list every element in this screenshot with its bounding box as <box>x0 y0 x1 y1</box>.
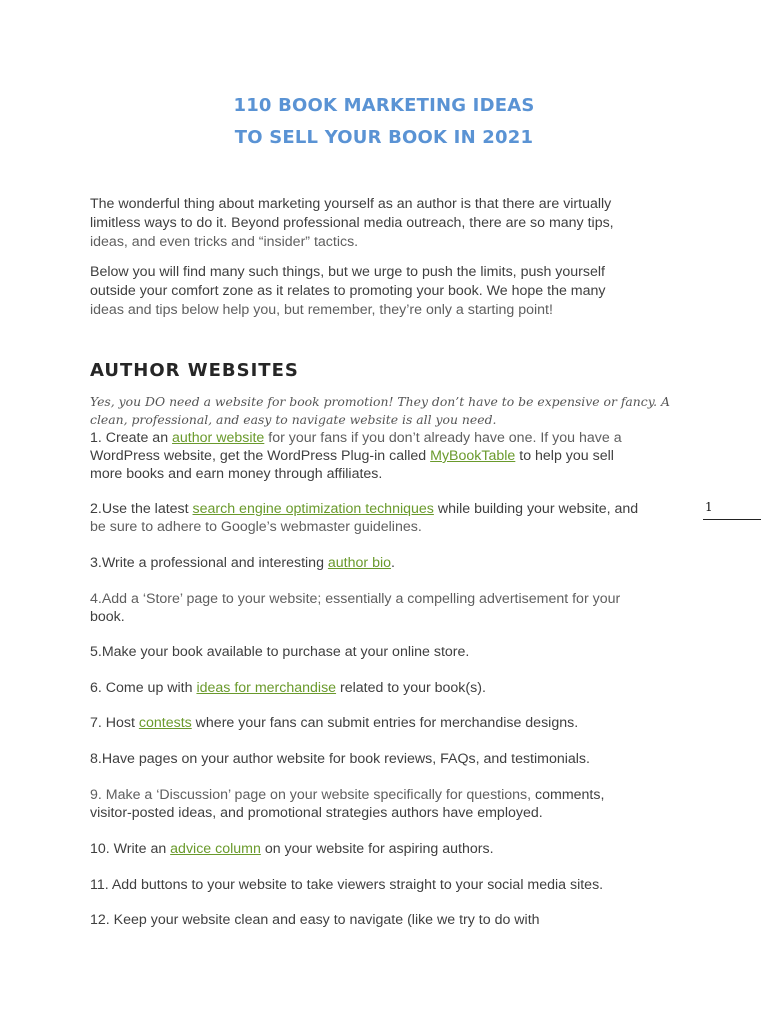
intro-p1-line-1: The wonderful thing about marketing yourself as an author is that there are virtually <box>90 196 612 212</box>
list-item-7 <box>90 714 690 732</box>
ideas-for-merchandise-link[interactable]: ideas for merchandise <box>196 680 337 696</box>
item-8-line-1: 8.Have pages on your author website for book reviews, FAQs, and testimonials. <box>90 751 590 767</box>
item-9-text-b: comments, <box>531 787 605 803</box>
footnote-divider <box>703 519 761 520</box>
item-10-text-a: 10. Write an <box>90 841 171 857</box>
section-tagline <box>90 393 690 429</box>
list-item-5 <box>90 643 690 661</box>
author-bio-link[interactable]: author bio <box>327 555 392 571</box>
list-item-10 <box>90 840 690 858</box>
item-6-text-a: 6. Come up with <box>90 680 197 696</box>
tagline-line-2: clean, professional, and easy to navigate website is all you need. <box>90 412 497 427</box>
list-item-12 <box>90 911 690 929</box>
item-3-text-b: . <box>391 555 395 571</box>
intro-paragraph-2 <box>90 263 670 320</box>
list-item-2 <box>90 500 690 536</box>
list-item-11 <box>90 876 690 894</box>
item-1-text-a: 1. Create an <box>90 430 173 446</box>
item-1-line-2a: WordPress website, get the WordPress Plug-in called <box>90 448 431 464</box>
item-1-line-3: more books and earn money through affiliates. <box>90 466 383 482</box>
item-7-text-b: where your fans can submit entries for merchandise designs. <box>191 715 579 731</box>
item-1-line-2b: to help you sell <box>515 448 614 464</box>
list-item-3 <box>90 554 690 572</box>
item-3-text-a: 3.Write a professional and interesting <box>90 555 328 571</box>
footnote-number: 1 <box>705 500 713 514</box>
item-11-line-1: 11. Add buttons to your website to take viewers straight to your social media sites. <box>90 877 604 893</box>
author-website-link[interactable]: author website <box>172 430 265 446</box>
advice-column-link[interactable]: advice column <box>170 841 261 857</box>
intro-paragraph-1 <box>90 195 670 252</box>
list-item-8 <box>90 750 690 768</box>
list-item-6 <box>90 679 690 697</box>
list-item-4 <box>90 590 690 626</box>
intro-p2-line-1: Below you will find many such things, but we urge to push the limits, push yourself <box>90 264 605 280</box>
item-2-line-2: be sure to adhere to Google’s webmaster guidelines. <box>90 519 422 535</box>
tagline-line-1: Yes, you DO need a website for book promotion! They don’t have to be expensive or fancy. A <box>90 394 670 409</box>
item-12-line-1: 12. Keep your website clean and easy to navigate (like we try to do with <box>90 912 540 928</box>
seo-techniques-link[interactable]: search engine optimization techniques <box>192 501 434 517</box>
section-heading: AUTHOR WEBSITES <box>90 360 299 381</box>
contests-link[interactable]: contests <box>138 715 192 731</box>
page-title-line-1: 110 BOOK MARKETING IDEAS <box>233 95 535 116</box>
item-6-text-b: related to your book(s). <box>336 680 486 696</box>
intro-p1-line-3: ideas, and even tricks and “insider” tactics. <box>90 234 359 250</box>
list-item-9 <box>90 786 690 822</box>
list-item-1 <box>90 429 690 483</box>
intro-p2-line-2: outside your comfort zone as it relates to promoting your book. We hope the many <box>90 283 606 299</box>
item-2-text-b: while building your website, and <box>433 501 639 517</box>
page-title-line-2: TO SELL YOUR BOOK IN 2021 <box>234 127 534 148</box>
item-5-line-1: 5.Make your book available to purchase at your online store. <box>90 644 470 660</box>
item-7-text-a: 7. Host <box>90 715 139 731</box>
intro-p1-line-2: limitless ways to do it. Beyond professional media outreach, there are so many tips, <box>90 215 614 231</box>
item-9-text-a: 9. Make a ‘Discussion’ page on your website specifically for questions, <box>90 787 532 803</box>
item-10-text-b: on your website for aspiring authors. <box>260 841 494 857</box>
item-4-line-2: book. <box>90 609 125 625</box>
mybooktable-link[interactable]: MyBookTable <box>430 448 516 464</box>
item-9-line-2: visitor-posted ideas, and promotional strategies authors have employed. <box>90 805 543 821</box>
intro-p2-line-3: ideas and tips below help you, but remember, they’re only a starting point! <box>90 302 553 318</box>
item-4-line-1: 4.Add a ‘Store’ page to your website; essentially a compelling advertisement for your <box>90 591 621 607</box>
item-1-text-b: for your fans if you don’t already have one. If you have a <box>264 430 622 446</box>
item-2-text-a: 2.Use the latest <box>90 501 193 517</box>
